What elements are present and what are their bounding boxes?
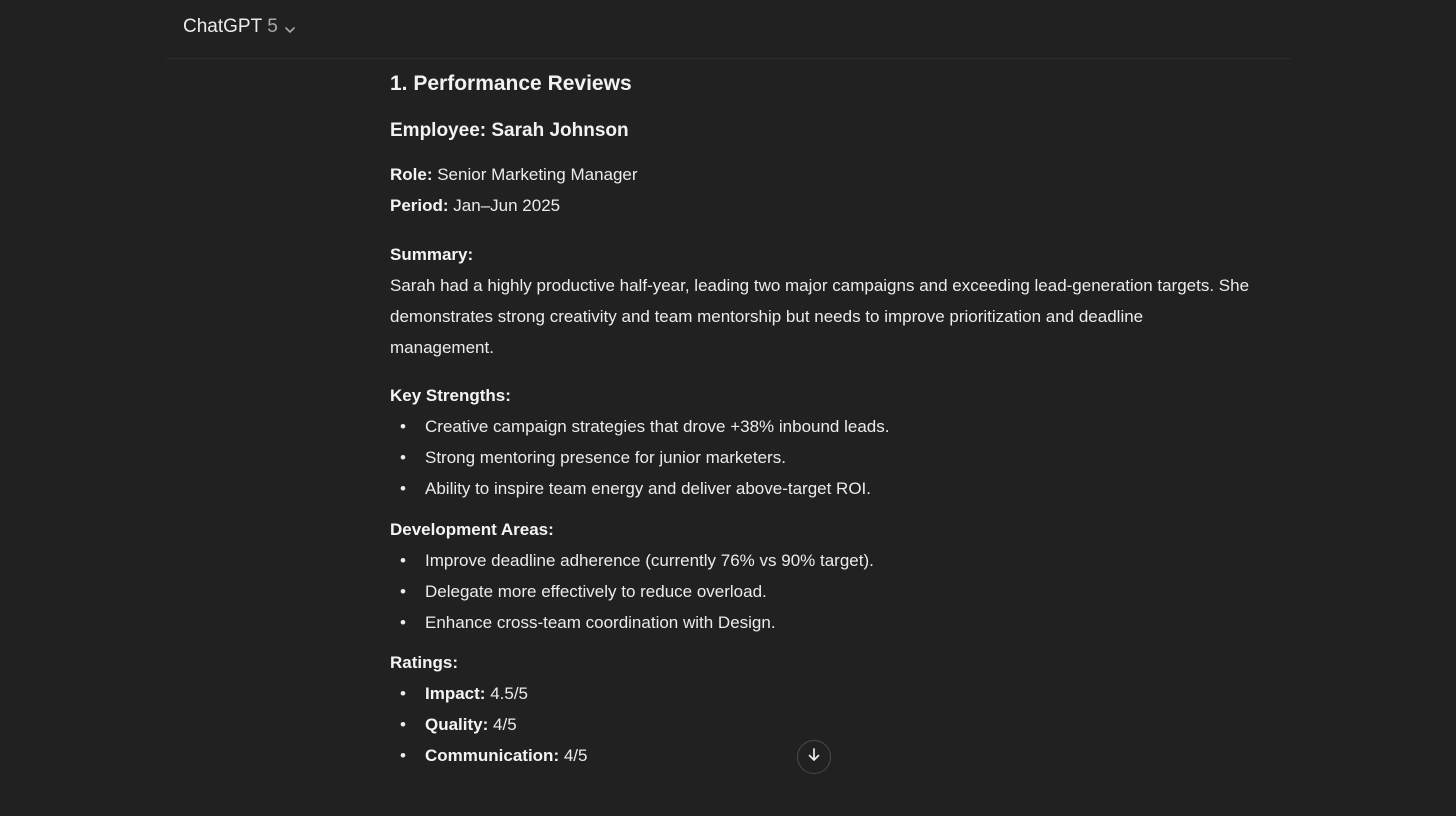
strengths-list bbox=[390, 411, 1250, 504]
strengths-label: Key Strengths: bbox=[390, 386, 511, 405]
bullet: • bbox=[400, 715, 406, 734]
rating-label: Impact: bbox=[425, 684, 486, 703]
employee-heading: Employee: Sarah Johnson bbox=[390, 120, 629, 141]
list-item bbox=[390, 678, 1250, 709]
bullet: • bbox=[400, 684, 406, 703]
role-line bbox=[390, 159, 1250, 190]
bullet: • bbox=[400, 551, 406, 570]
list-item bbox=[390, 442, 1250, 473]
strength-text: Creative campaign strategies that drove +38% inbound leads. bbox=[425, 417, 890, 436]
section-title: 1. Performance Reviews bbox=[390, 72, 632, 95]
list-item bbox=[390, 545, 1250, 576]
rating-label: Quality: bbox=[425, 715, 489, 734]
list-item bbox=[390, 709, 1250, 740]
bullet: • bbox=[400, 613, 406, 632]
list-item bbox=[390, 473, 1250, 504]
list-item bbox=[390, 576, 1250, 607]
bullet: • bbox=[400, 479, 406, 498]
development-text: Improve deadline adherence (currently 76% vs 90% target). bbox=[425, 551, 874, 570]
arrow-down-icon bbox=[805, 746, 823, 769]
bullet: • bbox=[400, 582, 406, 601]
bullet: • bbox=[400, 448, 406, 467]
ratings-label: Ratings: bbox=[390, 653, 458, 672]
model-picker[interactable] bbox=[181, 14, 299, 40]
rating-value: 4/5 bbox=[488, 715, 517, 734]
period-line bbox=[390, 190, 1250, 221]
bullet: • bbox=[400, 417, 406, 436]
development-text: Enhance cross-team coordination with Design. bbox=[425, 613, 776, 632]
development-list bbox=[390, 545, 1250, 638]
rating-label: Communication: bbox=[425, 746, 560, 765]
development-text: Delegate more effectively to reduce overload. bbox=[425, 582, 767, 601]
chevron-down-icon bbox=[283, 21, 297, 35]
assistant-message bbox=[390, 70, 1250, 771]
scroll-to-bottom-button[interactable] bbox=[797, 740, 831, 774]
list-item bbox=[390, 411, 1250, 442]
top-bar bbox=[166, 0, 1291, 59]
strength-text: Ability to inspire team energy and deliver above-target ROI. bbox=[425, 479, 872, 498]
rating-value: 4.5/5 bbox=[485, 684, 529, 703]
list-item bbox=[390, 607, 1250, 638]
model-name: ChatGPT bbox=[183, 16, 263, 37]
model-version: 5 bbox=[267, 16, 278, 37]
development-label: Development Areas: bbox=[390, 520, 554, 539]
bullet: • bbox=[400, 746, 406, 765]
period-label: Period: bbox=[390, 196, 449, 215]
summary-text: Sarah had a highly productive half-year, leading two major campaigns and exceeding lead-generation targets. She demonstrates strong creativity and team mentorship but needs to improve prioritization and deadline management. bbox=[390, 276, 1250, 357]
period-value: Jan–Jun 2025 bbox=[448, 196, 561, 215]
role-label: Role: bbox=[390, 165, 433, 184]
summary-label: Summary: bbox=[390, 245, 474, 264]
role-value: Senior Marketing Manager bbox=[432, 165, 638, 184]
rating-value: 4/5 bbox=[559, 746, 588, 765]
strength-text: Strong mentoring presence for junior marketers. bbox=[425, 448, 786, 467]
